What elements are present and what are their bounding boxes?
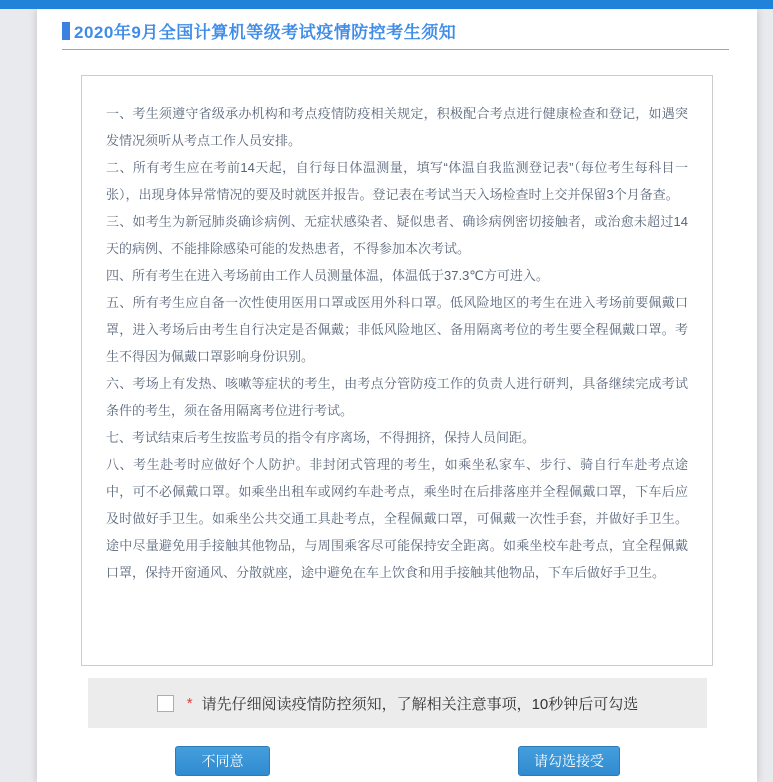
- notice-box: [81, 75, 713, 666]
- consent-bar: [88, 678, 707, 728]
- consent-checkbox[interactable]: [157, 695, 174, 712]
- notice-paragraph-5: 五、所有考生应自备一次性使用医用口罩或医用外科口罩。低风险地区的考生在进入考场前要佩戴口罩，进入考场后由考生自行决定是否佩戴；非低风险地区、备用隔离考位的考生要全程佩戴口罩。考生不得因为佩戴口罩影响身份识别。: [106, 295, 688, 364]
- disagree-button[interactable]: 不同意: [175, 746, 270, 776]
- title-divider: [62, 49, 729, 50]
- title-marker-icon: [62, 22, 70, 40]
- notice-paragraph-4: 四、所有考生在进入考场前由工作人员测量体温，体温低于37.3℃方可进入。: [106, 268, 549, 283]
- top-accent-bar: [0, 0, 773, 9]
- button-row: [88, 746, 707, 776]
- consent-label: 请先仔细阅读疫情防控须知，了解相关注意事项，10秒钟后可勾选: [201, 695, 639, 713]
- notice-paragraph-1: 一、考生须遵守省级承办机构和考点疫情防疫相关规定，积极配合考点进行健康检查和登记，如遇突发情况须听从考点工作人员安排。: [106, 106, 688, 148]
- accept-button[interactable]: 请勾选接受: [518, 746, 620, 776]
- notice-paragraph-6: 六、考场上有发热、咳嗽等症状的考生，由考点分管防疫工作的负责人进行研判，具备继续完成考试条件的考生，须在备用隔离考位进行考试。: [106, 376, 688, 418]
- title-row: [62, 18, 729, 43]
- content-panel: [37, 9, 757, 782]
- notice-paragraph-2: 二、所有考生应在考前14天起，自行每日体温测量，填写“体温自我监测登记表”（每位考生每科目一张），出现身体异常情况的要及时就医并报告。登记表在考试当天入场检查时上交并保留3个月备查。: [106, 160, 688, 202]
- notice-paragraph-7: 七、考试结束后考生按监考员的指令有序离场，不得拥挤，保持人员间距。: [106, 430, 536, 445]
- notice-paragraph-3: 三、如考生为新冠肺炎确诊病例、无症状感染者、疑似患者、确诊病例密切接触者，或治愈未超过14天的病例、不能排除感染可能的发热患者，不得参加本次考试。: [106, 214, 688, 256]
- required-asterisk: *: [186, 694, 193, 712]
- notice-paragraph-8: 八、考生赴考时应做好个人防护。非封闭式管理的考生，如乘坐私家车、步行、骑自行车赴考点途中，可不必佩戴口罩。如乘坐出租车或网约车赴考点，乘坐时在后排落座并全程佩戴口罩，下车后应及时做好手卫生。如乘坐公共交通工具赴考点，全程佩戴口罩，可佩戴一次性手套，并做好手卫生。途中尽量避免用手接触其他物品，与周围乘客尽可能保持安全距离。如乘坐校车赴考点，宜全程佩戴口罩，保持开窗通风、分散就座，途中避免在车上饮食和用手接触其他物品，下车后做好手卫生。: [106, 457, 688, 580]
- page-title: 2020年9月全国计算机等级考试疫情防控考生须知: [74, 23, 457, 42]
